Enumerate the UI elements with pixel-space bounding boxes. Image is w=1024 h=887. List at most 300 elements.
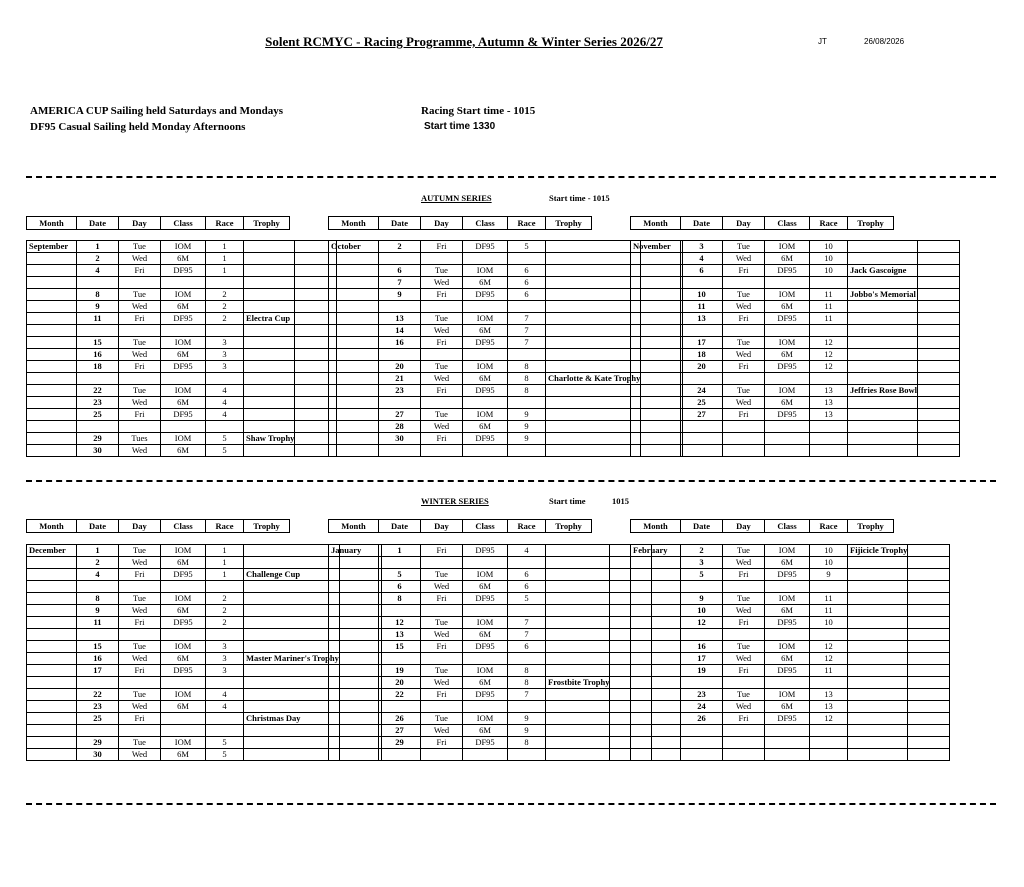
date-cell: 9 bbox=[77, 605, 119, 617]
column-header: Day bbox=[421, 520, 463, 533]
month-cell bbox=[631, 569, 681, 581]
trophy-cell bbox=[546, 581, 610, 593]
day-cell: Fri bbox=[421, 337, 463, 349]
column-header: Class bbox=[161, 520, 206, 533]
class-cell: 6M bbox=[161, 701, 206, 713]
table-row bbox=[631, 617, 950, 629]
month-cell bbox=[329, 593, 379, 605]
class-cell: DF95 bbox=[765, 313, 810, 325]
trophy-cell bbox=[848, 313, 918, 325]
date-cell: 13 bbox=[681, 313, 723, 325]
trophy-cell bbox=[848, 725, 908, 737]
day-cell: Fri bbox=[723, 617, 765, 629]
day-cell: Fri bbox=[119, 409, 161, 421]
table-row bbox=[329, 653, 652, 665]
day-cell: Fri bbox=[421, 385, 463, 397]
month-cell bbox=[27, 701, 77, 713]
day-cell bbox=[723, 433, 765, 445]
date-cell: 1 bbox=[379, 545, 421, 557]
race-cell: 5 bbox=[206, 749, 244, 761]
month-cell bbox=[329, 325, 379, 337]
month-cell bbox=[27, 433, 77, 445]
race-cell: 11 bbox=[810, 665, 848, 677]
extra-cell bbox=[918, 409, 960, 421]
date-cell: 23 bbox=[77, 397, 119, 409]
column-header: Trophy bbox=[244, 217, 290, 230]
table-row bbox=[27, 253, 337, 265]
class-cell: 6M bbox=[463, 421, 508, 433]
race-cell: 12 bbox=[810, 349, 848, 361]
date-cell: 15 bbox=[77, 337, 119, 349]
race-cell: 5 bbox=[508, 593, 546, 605]
date-cell bbox=[77, 629, 119, 641]
day-cell: Tue bbox=[421, 313, 463, 325]
trophy-cell bbox=[848, 421, 918, 433]
class-cell: DF95 bbox=[161, 569, 206, 581]
date-cell bbox=[681, 749, 723, 761]
date-cell bbox=[77, 725, 119, 737]
table-row bbox=[631, 737, 950, 749]
class-cell bbox=[161, 581, 206, 593]
class-cell: 6M bbox=[161, 653, 206, 665]
race-cell: 11 bbox=[810, 289, 848, 301]
extra-cell bbox=[918, 361, 960, 373]
date-cell: 30 bbox=[77, 445, 119, 457]
date-cell: 13 bbox=[379, 629, 421, 641]
table-row bbox=[631, 725, 950, 737]
class-cell: 6M bbox=[161, 253, 206, 265]
class-cell: IOM bbox=[161, 241, 206, 253]
trophy-cell bbox=[546, 689, 610, 701]
date-cell: 17 bbox=[77, 665, 119, 677]
month-cell bbox=[631, 641, 681, 653]
day-cell: Tue bbox=[119, 289, 161, 301]
trophy-cell bbox=[546, 397, 641, 409]
race-cell: 8 bbox=[508, 737, 546, 749]
day-cell: Tue bbox=[723, 289, 765, 301]
date-cell: 2 bbox=[379, 241, 421, 253]
day-cell: Wed bbox=[421, 373, 463, 385]
day-cell: Tue bbox=[119, 593, 161, 605]
extra-cell bbox=[918, 241, 960, 253]
class-cell bbox=[463, 653, 508, 665]
trophy-cell bbox=[244, 265, 295, 277]
date-cell: 3 bbox=[681, 557, 723, 569]
class-cell: IOM bbox=[463, 713, 508, 725]
column-header: Trophy bbox=[848, 520, 894, 533]
extra-cell bbox=[908, 605, 950, 617]
date-cell: 23 bbox=[379, 385, 421, 397]
race-cell: 6 bbox=[508, 581, 546, 593]
trophy-cell bbox=[244, 629, 340, 641]
month-cell bbox=[631, 337, 681, 349]
race-cell: 11 bbox=[810, 593, 848, 605]
table-row bbox=[631, 713, 950, 725]
trophy-cell bbox=[546, 593, 610, 605]
class-cell: DF95 bbox=[765, 265, 810, 277]
class-cell: DF95 bbox=[463, 433, 508, 445]
class-cell: IOM bbox=[161, 593, 206, 605]
month-cell bbox=[631, 737, 681, 749]
race-cell: 4 bbox=[206, 409, 244, 421]
trophy-cell bbox=[848, 253, 918, 265]
day-cell bbox=[723, 325, 765, 337]
month-cell bbox=[631, 557, 681, 569]
extra-cell bbox=[918, 325, 960, 337]
trophy-cell bbox=[244, 665, 340, 677]
class-cell: 6M bbox=[161, 397, 206, 409]
trophy-cell bbox=[546, 713, 610, 725]
trophy-cell bbox=[848, 445, 918, 457]
month-cell bbox=[27, 409, 77, 421]
table-row bbox=[329, 581, 652, 593]
extra-cell bbox=[908, 581, 950, 593]
race-cell: 12 bbox=[810, 361, 848, 373]
extra-cell bbox=[908, 629, 950, 641]
date-cell: 3 bbox=[681, 241, 723, 253]
race-cell bbox=[206, 629, 244, 641]
class-cell: DF95 bbox=[463, 641, 508, 653]
trophy-cell bbox=[546, 421, 641, 433]
trophy-cell bbox=[244, 325, 295, 337]
table-row bbox=[631, 325, 960, 337]
table-row bbox=[631, 289, 960, 301]
extra-cell bbox=[918, 373, 960, 385]
month-cell bbox=[329, 737, 379, 749]
table-row bbox=[27, 397, 337, 409]
month-cell bbox=[329, 253, 379, 265]
day-cell: Tue bbox=[119, 689, 161, 701]
class-cell: 6M bbox=[463, 629, 508, 641]
month-cell bbox=[27, 373, 77, 385]
race-cell bbox=[206, 373, 244, 385]
extra-cell bbox=[908, 641, 950, 653]
race-cell: 1 bbox=[206, 265, 244, 277]
extra-cell bbox=[918, 445, 960, 457]
date-cell: 22 bbox=[77, 689, 119, 701]
day-cell: Tue bbox=[723, 337, 765, 349]
day-cell: Fri bbox=[119, 665, 161, 677]
table-row bbox=[27, 445, 337, 457]
date-cell: 26 bbox=[379, 713, 421, 725]
class-cell bbox=[161, 677, 206, 689]
race-cell: 3 bbox=[206, 641, 244, 653]
class-cell bbox=[161, 629, 206, 641]
column-header: Trophy bbox=[848, 217, 894, 230]
race-cell: 12 bbox=[810, 653, 848, 665]
table-row bbox=[329, 593, 652, 605]
month-cell bbox=[631, 325, 681, 337]
class-cell: 6M bbox=[765, 253, 810, 265]
month-cell bbox=[631, 653, 681, 665]
race-cell: 2 bbox=[206, 313, 244, 325]
month-cell bbox=[329, 617, 379, 629]
race-cell: 1 bbox=[206, 557, 244, 569]
class-cell: IOM bbox=[765, 593, 810, 605]
class-cell: DF95 bbox=[463, 385, 508, 397]
race-cell bbox=[810, 277, 848, 289]
table-row bbox=[27, 325, 337, 337]
column-header: Day bbox=[421, 217, 463, 230]
class-cell bbox=[161, 725, 206, 737]
date-cell: 4 bbox=[77, 265, 119, 277]
trophy-cell bbox=[244, 289, 295, 301]
trophy-cell bbox=[546, 325, 641, 337]
autumn-header-1 bbox=[328, 216, 592, 230]
table-row bbox=[631, 689, 950, 701]
date-cell bbox=[681, 421, 723, 433]
class-cell: 6M bbox=[463, 277, 508, 289]
date-cell bbox=[379, 301, 421, 313]
month-cell bbox=[631, 689, 681, 701]
month-cell bbox=[329, 349, 379, 361]
table-row bbox=[27, 373, 337, 385]
month-cell: February bbox=[631, 545, 681, 557]
trophy-cell bbox=[244, 241, 295, 253]
date-cell bbox=[681, 373, 723, 385]
extra-cell bbox=[908, 593, 950, 605]
day-cell bbox=[723, 421, 765, 433]
date-cell: 2 bbox=[681, 545, 723, 557]
info-america-cup: AMERICA CUP Sailing held Saturdays and Mondays bbox=[30, 105, 284, 117]
month-cell bbox=[631, 713, 681, 725]
trophy-cell: Master Mariner's Trophy bbox=[244, 653, 340, 665]
class-cell: DF95 bbox=[765, 409, 810, 421]
day-cell: Tue bbox=[421, 569, 463, 581]
race-cell: 4 bbox=[206, 689, 244, 701]
month-cell: December bbox=[27, 545, 77, 557]
trophy-cell bbox=[244, 689, 340, 701]
extra-cell bbox=[918, 385, 960, 397]
column-header: Class bbox=[463, 520, 508, 533]
author-initials: JT bbox=[818, 37, 827, 46]
day-cell bbox=[119, 325, 161, 337]
race-cell bbox=[508, 557, 546, 569]
race-cell: 3 bbox=[206, 665, 244, 677]
day-cell: Fri bbox=[119, 313, 161, 325]
date-cell: 23 bbox=[681, 689, 723, 701]
class-cell bbox=[765, 373, 810, 385]
trophy-cell bbox=[848, 301, 918, 313]
date-cell: 29 bbox=[379, 737, 421, 749]
class-cell: 6M bbox=[463, 725, 508, 737]
class-cell: DF95 bbox=[463, 689, 508, 701]
month-cell: October bbox=[329, 241, 379, 253]
class-cell: IOM bbox=[463, 569, 508, 581]
trophy-cell bbox=[848, 557, 908, 569]
month-cell bbox=[27, 301, 77, 313]
day-cell bbox=[421, 701, 463, 713]
race-cell: 11 bbox=[810, 313, 848, 325]
day-cell bbox=[421, 445, 463, 457]
date-cell: 18 bbox=[681, 349, 723, 361]
table-row bbox=[631, 277, 960, 289]
table-row bbox=[27, 313, 337, 325]
day-cell bbox=[723, 629, 765, 641]
day-cell: Fri bbox=[421, 737, 463, 749]
table-row bbox=[631, 397, 960, 409]
day-cell bbox=[723, 445, 765, 457]
date-cell: 7 bbox=[379, 277, 421, 289]
date-cell: 20 bbox=[379, 677, 421, 689]
class-cell: DF95 bbox=[161, 361, 206, 373]
trophy-cell bbox=[848, 569, 908, 581]
table-row bbox=[27, 409, 337, 421]
month-cell bbox=[329, 689, 379, 701]
trophy-cell bbox=[244, 605, 340, 617]
trophy-cell bbox=[848, 737, 908, 749]
trophy-cell bbox=[546, 749, 610, 761]
table-row bbox=[27, 277, 337, 289]
divider bbox=[26, 176, 996, 178]
day-cell: Wed bbox=[421, 325, 463, 337]
class-cell bbox=[765, 677, 810, 689]
trophy-cell bbox=[244, 617, 340, 629]
trophy-cell bbox=[848, 277, 918, 289]
date-cell bbox=[379, 253, 421, 265]
class-cell bbox=[463, 445, 508, 457]
class-cell bbox=[765, 421, 810, 433]
month-cell bbox=[631, 373, 681, 385]
month-cell bbox=[631, 289, 681, 301]
trophy-cell bbox=[244, 397, 295, 409]
date-cell: 29 bbox=[77, 433, 119, 445]
table-row bbox=[631, 361, 960, 373]
trophy-cell bbox=[244, 677, 340, 689]
date-cell: 9 bbox=[681, 593, 723, 605]
month-cell bbox=[27, 629, 77, 641]
class-cell bbox=[765, 325, 810, 337]
date-cell: 16 bbox=[379, 337, 421, 349]
month-cell bbox=[631, 749, 681, 761]
race-cell bbox=[810, 433, 848, 445]
extra-cell bbox=[908, 569, 950, 581]
day-cell: Fri bbox=[421, 689, 463, 701]
race-cell: 4 bbox=[508, 545, 546, 557]
race-cell: 11 bbox=[810, 301, 848, 313]
trophy-cell bbox=[546, 605, 610, 617]
race-cell: 6 bbox=[508, 265, 546, 277]
trophy-cell bbox=[244, 737, 340, 749]
document-date: 26/08/2026 bbox=[864, 37, 905, 46]
month-cell bbox=[329, 313, 379, 325]
date-cell bbox=[77, 421, 119, 433]
month-cell bbox=[329, 557, 379, 569]
class-cell bbox=[765, 277, 810, 289]
table-row bbox=[631, 409, 960, 421]
day-cell: Fri bbox=[421, 641, 463, 653]
class-cell bbox=[161, 277, 206, 289]
race-cell bbox=[508, 653, 546, 665]
trophy-cell: Challenge Cup bbox=[244, 569, 340, 581]
date-cell: 9 bbox=[77, 301, 119, 313]
table-row bbox=[329, 629, 652, 641]
class-cell: IOM bbox=[161, 337, 206, 349]
date-cell bbox=[379, 749, 421, 761]
class-cell: DF95 bbox=[463, 545, 508, 557]
column-header: Race bbox=[206, 217, 244, 230]
race-cell bbox=[810, 421, 848, 433]
extra-cell bbox=[918, 253, 960, 265]
day-cell: Wed bbox=[723, 701, 765, 713]
race-cell bbox=[810, 629, 848, 641]
class-cell: 6M bbox=[161, 301, 206, 313]
race-cell bbox=[508, 445, 546, 457]
race-cell bbox=[206, 325, 244, 337]
day-cell: Fri bbox=[723, 313, 765, 325]
trophy-cell bbox=[848, 713, 908, 725]
class-cell bbox=[161, 713, 206, 725]
column-header: Day bbox=[119, 217, 161, 230]
day-cell: Fri bbox=[723, 361, 765, 373]
table-row bbox=[631, 337, 960, 349]
table-row bbox=[631, 701, 950, 713]
month-cell bbox=[27, 421, 77, 433]
date-cell: 4 bbox=[77, 569, 119, 581]
column-header: Class bbox=[765, 520, 810, 533]
day-cell bbox=[723, 277, 765, 289]
race-cell bbox=[810, 581, 848, 593]
table-row bbox=[329, 677, 652, 689]
day-cell bbox=[119, 725, 161, 737]
race-cell bbox=[508, 349, 546, 361]
trophy-cell bbox=[546, 629, 610, 641]
trophy-cell bbox=[546, 301, 641, 313]
trophy-cell bbox=[546, 385, 641, 397]
day-cell bbox=[421, 749, 463, 761]
month-cell bbox=[329, 445, 379, 457]
extra-cell bbox=[908, 725, 950, 737]
month-cell bbox=[329, 265, 379, 277]
date-cell bbox=[681, 433, 723, 445]
extra-cell bbox=[908, 653, 950, 665]
trophy-cell bbox=[848, 397, 918, 409]
day-cell: Fri bbox=[421, 241, 463, 253]
day-cell: Wed bbox=[723, 301, 765, 313]
class-cell: 6M bbox=[161, 749, 206, 761]
month-cell bbox=[329, 701, 379, 713]
day-cell: Wed bbox=[723, 557, 765, 569]
month-cell bbox=[631, 433, 681, 445]
date-cell: 19 bbox=[681, 665, 723, 677]
race-cell: 2 bbox=[206, 593, 244, 605]
day-cell: Wed bbox=[421, 421, 463, 433]
date-cell: 30 bbox=[77, 749, 119, 761]
date-cell bbox=[681, 445, 723, 457]
date-cell: 6 bbox=[681, 265, 723, 277]
month-cell bbox=[631, 665, 681, 677]
class-cell: DF95 bbox=[463, 289, 508, 301]
race-cell bbox=[508, 749, 546, 761]
winter-start-time: Start time bbox=[549, 496, 586, 506]
date-cell bbox=[681, 737, 723, 749]
table-row bbox=[329, 569, 652, 581]
table-row bbox=[631, 373, 960, 385]
day-cell: Fri bbox=[119, 713, 161, 725]
date-cell bbox=[681, 325, 723, 337]
class-cell: 6M bbox=[765, 605, 810, 617]
class-cell: DF95 bbox=[161, 617, 206, 629]
class-cell: DF95 bbox=[463, 593, 508, 605]
autumn-grid-0 bbox=[26, 240, 337, 457]
month-cell bbox=[631, 617, 681, 629]
month-cell bbox=[329, 277, 379, 289]
date-cell: 10 bbox=[681, 289, 723, 301]
date-cell bbox=[681, 677, 723, 689]
day-cell: Fri bbox=[723, 569, 765, 581]
class-cell: IOM bbox=[161, 545, 206, 557]
day-cell: Wed bbox=[421, 581, 463, 593]
